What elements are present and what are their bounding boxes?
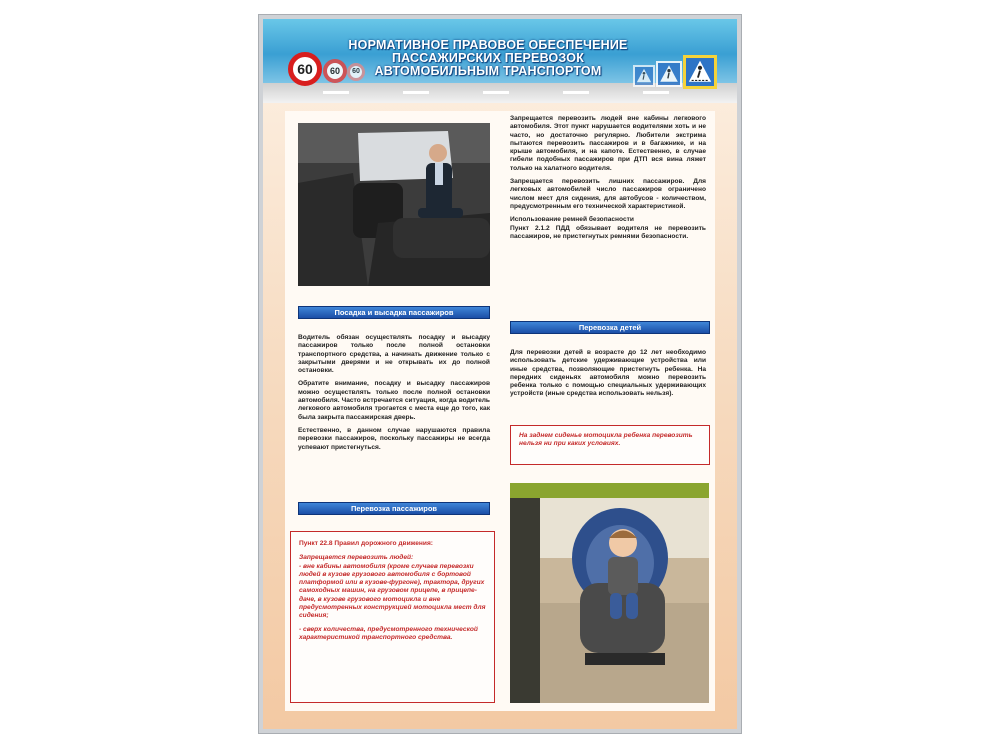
boarding-paragraph-1: Водитель обязан осуществлять посадку и высадку пассажиров только после полной остановки транспортного средства, а начинать движение только с закрытыми дверями и не открывать их до полной остановки.	[298, 334, 490, 375]
title-line-2: ПАССАЖИРСКИХ ПЕРЕВОЗОК	[391, 51, 585, 65]
speed-limit-sign-icon: 60	[347, 63, 365, 81]
motorcycle-warning: На заднем сиденье мотоцикла ребенка перевозить нельзя ни при каких условиях.	[519, 432, 693, 448]
poster	[263, 19, 737, 729]
lane-marking	[563, 91, 589, 94]
children-text	[510, 349, 706, 404]
pedestrian-crossing-icon	[656, 61, 682, 87]
boarding-paragraph-2: Обратите внимание, посадку и высадку пассажиров можно осуществлять только после полной остановки автомобиля. Часто встречается ситуация, когда водитель легкового автомобиля трогается с места еще до того, как была закрыта пассажирская дверь.	[298, 380, 490, 421]
pedestrian-crossing-icon	[633, 65, 655, 87]
rule-item-2: - сверх количества, предусмотренного технической характеристикой транспортного средства.	[299, 625, 478, 641]
boarding-text	[298, 334, 490, 457]
seatbelt-paragraph: Пункт 2.1.2 ПДД обязывает водителя не перевозить пассажиров, не пристегнутых ремнями безопасности.	[510, 224, 706, 240]
right-paragraph-2: Запрещается перевозить лишних пассажиров. Для легковых автомобилей число пассажиров ограничено числом мест для сидения, для автобусов - количеством, предусмотренным его технической характеристикой.	[510, 178, 706, 210]
lane-marking	[483, 91, 509, 94]
children-paragraph: Для перевозки детей в возрасте до 12 лет необходимо использовать детские удерживающие устройства или иные средства, позволяющие пристегнуть ребенка. На передних сиденьях автомобиля можно перевозить ребенка только с помощью специальных удерживающих устройств (иные средства использовать нельзя).	[510, 349, 706, 398]
rule-item-1: - вне кабины автомобиля (кроме случаев перевозки людей в кузове грузового автомобиля с бортовой платформой или в кузове-фургоне), трактора, других самоходных машин, на грузовом прицепе, в прицепе-даче, в кузове грузового мотоцикла и вне предусмотренных конструкцией мотоцикла мест для сидения;	[299, 562, 486, 620]
seatbelt-title: Использование ремней безопасности	[510, 216, 634, 224]
lane-marking	[643, 91, 669, 94]
speed-limit-sign-icon: 60	[323, 59, 347, 83]
speed-limit-sign-icon: 60	[288, 52, 322, 86]
lane-marking	[403, 91, 429, 94]
transport-rules-box	[290, 531, 495, 703]
child-seat-photo	[510, 483, 709, 703]
rule-title: Пункт 22.8 Правил дорожного движения:	[299, 540, 433, 547]
passenger-photo	[298, 123, 490, 286]
boarding-paragraph-3: Естественно, в данном случае нарушаются правила перевозки пассажиров, поскольку пассажиры не всегда успевают пристегнуться.	[298, 426, 490, 451]
lane-marking	[323, 91, 349, 94]
rule-intro: Запрещается перевозить людей:	[299, 554, 414, 562]
section-header-children: Перевозка детей	[510, 321, 710, 334]
right-text	[510, 115, 706, 246]
right-paragraph-1: Запрещается перевозить людей вне кабины легкового автомобиля. Этот пункт нарушается водителями хоть и не часто, но достаточно регулярно. Любители экстрима пытаются перевозить пассажиров и в багажнике, и на крыше автомобиля, и на капоте. Естественно, в случае гибели подобных пассажиров при ДТП вся вина ляжет только на халатного водителя.	[510, 115, 706, 172]
title-line-1: НОРМАТИВНОЕ ПРАВОВОЕ ОБЕСПЕЧЕНИЕ	[348, 38, 628, 52]
pedestrian-crossing-icon	[683, 55, 717, 89]
poster-title	[333, 39, 643, 78]
section-header-boarding: Посадка и высадка пассажиров	[298, 306, 490, 319]
motorcycle-warning-box	[510, 425, 710, 465]
section-header-transport: Перевозка пассажиров	[298, 502, 490, 515]
title-line-3: АВТОМОБИЛЬНЫМ ТРАНСПОРТОМ	[374, 64, 602, 78]
